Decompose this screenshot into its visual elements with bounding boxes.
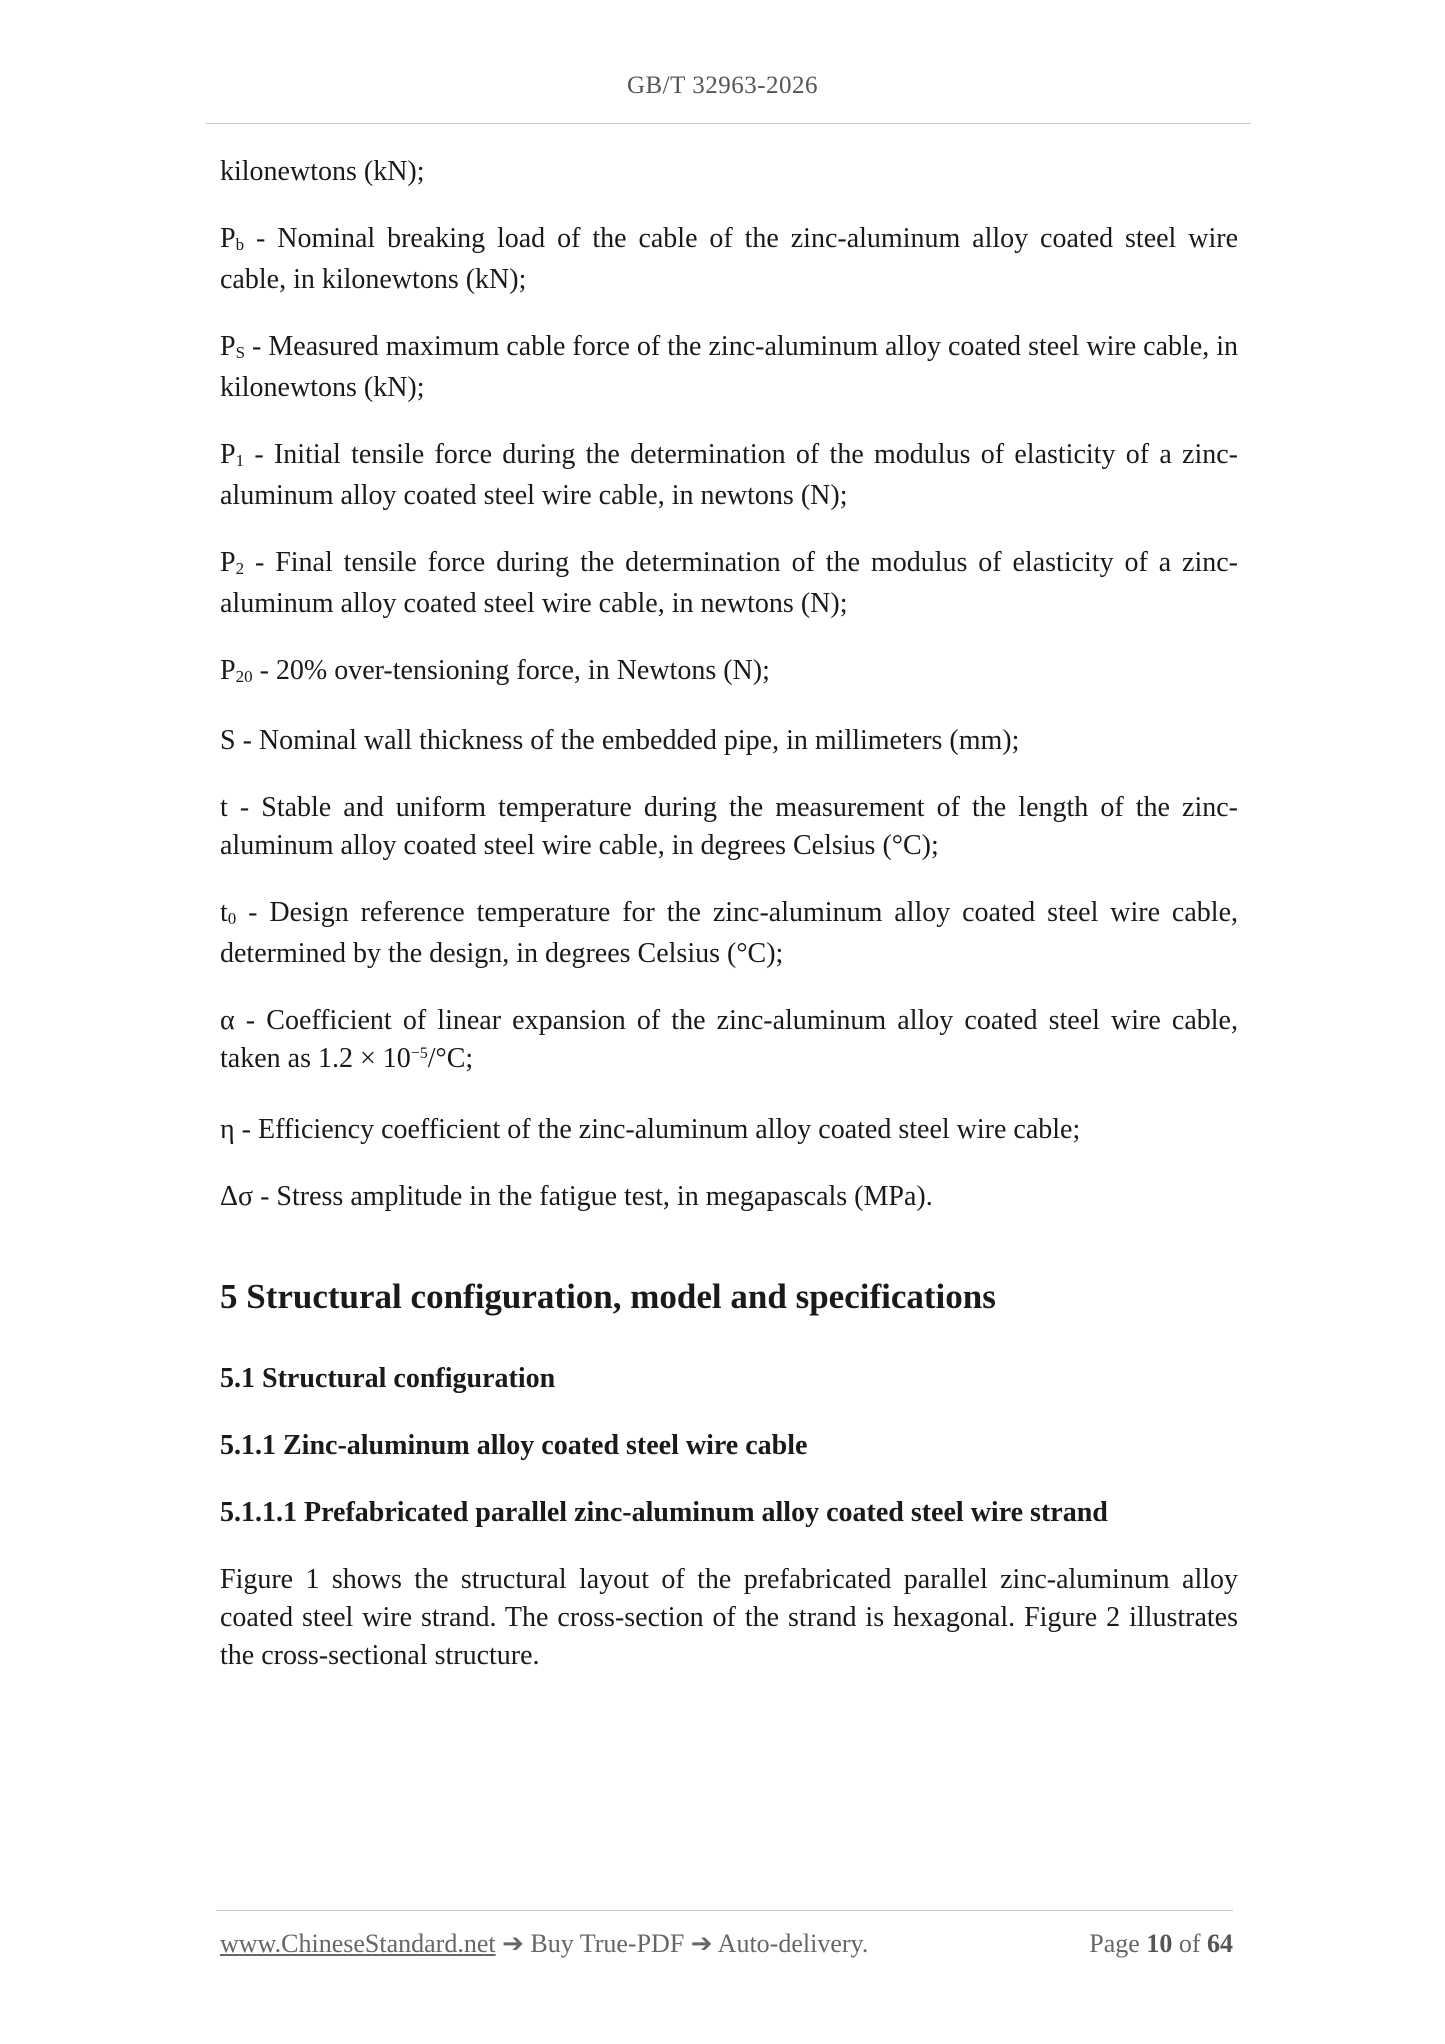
definition-text: - Stable and uniform temperature during the measurement of the length of the zinc-aluminum alloy coated steel wire cable, in degrees Celsius (°C); <box>220 792 1238 861</box>
header-divider <box>206 123 1251 124</box>
document-code-header: GB/T 32963-2026 <box>626 72 819 99</box>
definition-unit: /°C; <box>427 1043 474 1074</box>
current-page: 10 <box>1146 1929 1173 1958</box>
symbol: t <box>220 897 228 928</box>
definition-p2 <box>220 544 1238 623</box>
symbol: P <box>220 655 236 686</box>
definition-text: - Nominal wall thickness of the embedded pipe, in millimeters (mm); <box>235 725 1020 756</box>
definition-text: - Measured maximum cable force of the zinc-aluminum alloy coated steel wire cable, in kilonewtons (kN); <box>220 331 1238 403</box>
symbol: η <box>220 1114 235 1145</box>
definition-text: - Stress amplitude in the fatigue test, in megapascals (MPa). <box>253 1181 933 1212</box>
definition-eta <box>220 1111 1238 1149</box>
definition-s <box>220 722 1238 760</box>
footer-promo <box>220 1929 868 1959</box>
total-pages: 64 <box>1207 1929 1233 1958</box>
definition-text: - Nominal breaking load of the cable of the zinc-aluminum alloy coated steel wire cable, in kilonewtons (kN); <box>220 223 1238 295</box>
exponent-superscript: −5 <box>410 1045 428 1062</box>
symbol-subscript: S <box>235 343 246 362</box>
definition-ps <box>220 328 1238 407</box>
arrow-right-icon: ➔ <box>502 1929 524 1958</box>
symbol-subscript: b <box>235 235 245 254</box>
definition-alpha <box>220 1002 1238 1082</box>
footer-divider <box>216 1910 1233 1911</box>
section-5-1-heading: 5.1 Structural configuration <box>220 1363 556 1394</box>
definition-pb <box>220 220 1238 299</box>
symbol: P <box>220 331 236 362</box>
definition-delta-sigma <box>220 1178 1238 1216</box>
symbol: S <box>220 725 236 756</box>
definition-text: - 20% over-tensioning force, in Newtons (N); <box>252 655 770 686</box>
symbol-subscript: 0 <box>227 909 237 928</box>
symbol: Δσ <box>220 1181 254 1212</box>
section-5-1-1-1-paragraph: Figure 1 shows the structural layout of the prefabricated parallel zinc-aluminum alloy coated steel wire strand. The cross-section of the strand is hexagonal. Figure 2 illustrates the cross-sectional structure. <box>220 1564 1238 1671</box>
continued-text: kilonewtons (kN); <box>220 156 425 187</box>
symbol-subscript: 2 <box>235 559 245 578</box>
section-5-1-1-1-heading: 5.1.1.1 Prefabricated parallel zinc-aluminum alloy coated steel wire strand <box>220 1497 1108 1528</box>
definition-text: - Efficiency coefficient of the zinc-aluminum alloy coated steel wire cable; <box>234 1114 1081 1145</box>
auto-delivery-text: Auto-delivery. <box>717 1929 869 1958</box>
definition-p20 <box>220 652 1238 693</box>
page-body <box>220 153 1238 1675</box>
buy-pdf-text: Buy True-PDF <box>530 1929 685 1958</box>
arrow-right-icon: ➔ <box>690 1929 713 1958</box>
symbol-subscript: 20 <box>235 667 253 686</box>
definition-t0 <box>220 894 1238 973</box>
symbol: P <box>220 439 236 470</box>
section-5-1-1-heading: 5.1.1 Zinc-aluminum alloy coated steel wire cable <box>220 1430 808 1461</box>
of-label: of <box>1178 1929 1201 1958</box>
website-link[interactable]: www.ChineseStandard.net <box>220 1929 496 1958</box>
symbol-subscript: 1 <box>235 451 245 470</box>
symbol: P <box>220 223 236 254</box>
definition-t <box>220 789 1238 865</box>
page-number <box>1089 1929 1233 1959</box>
page-label: Page <box>1089 1929 1140 1958</box>
symbol: α <box>220 1005 235 1036</box>
definition-text: - Final tensile force during the determination of the modulus of elasticity of a zinc-aluminum alloy coated steel wire cable, in newtons (N); <box>220 547 1238 619</box>
section-5-heading: 5 Structural configuration, model and specifications <box>220 1277 996 1316</box>
definition-p1 <box>220 436 1238 515</box>
definition-text: - Initial tensile force during the determination of the modulus of elasticity of a zinc-aluminum alloy coated steel wire cable, in newtons (N); <box>220 439 1238 511</box>
symbol: t <box>220 792 228 823</box>
definition-text: - Coefficient of linear expansion of the zinc-aluminum alloy coated steel wire cable, taken as 1.2 × 10 <box>220 1005 1238 1074</box>
definition-text: - Design reference temperature for the zinc-aluminum alloy coated steel wire cable, determined by the design, in degrees Celsius (°C); <box>220 897 1238 969</box>
symbol: P <box>220 547 236 578</box>
